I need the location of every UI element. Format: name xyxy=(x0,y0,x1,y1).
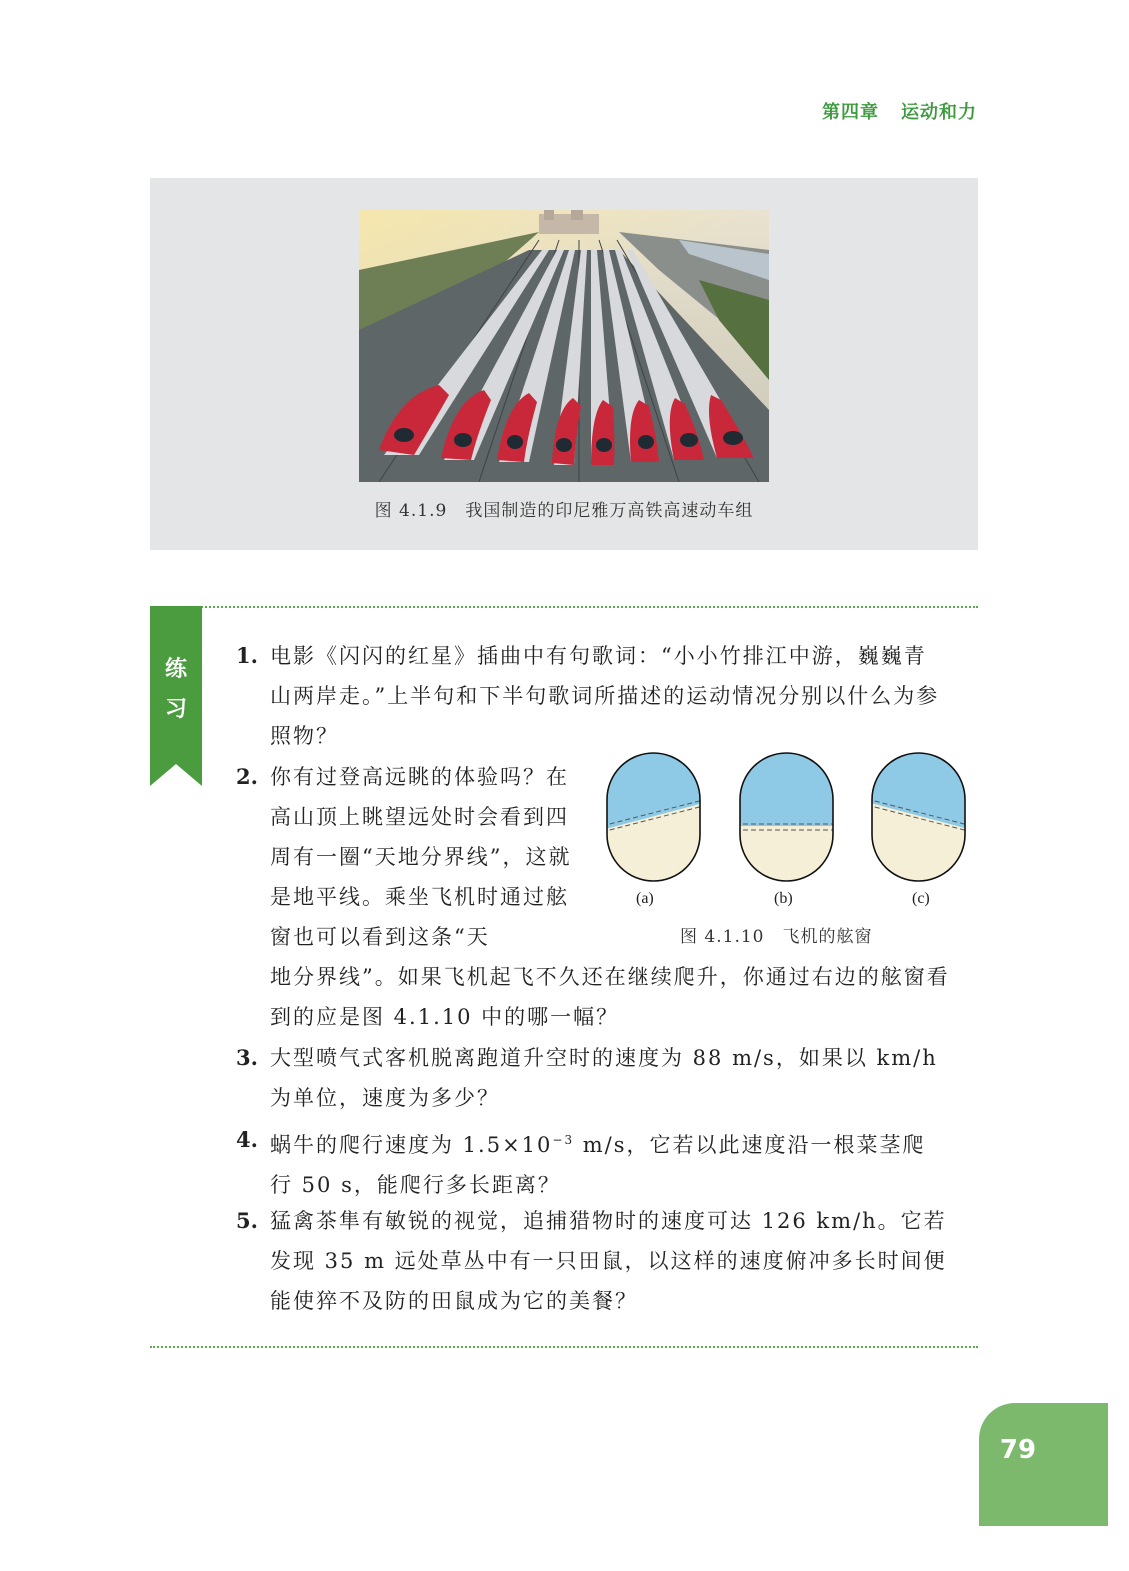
question-number: 4. xyxy=(236,1127,258,1152)
question-5 xyxy=(236,1201,948,1321)
tab-label-1: 练 xyxy=(164,657,187,682)
label-b: (b) xyxy=(774,890,793,907)
question-2-continued: 地分界线”。如果飞机起飞不久还在继续爬升，你通过右边的舷窗看到的应是图 4.1.10 中的哪一幅？ xyxy=(270,965,950,1029)
high-speed-train-photo xyxy=(359,210,769,482)
figure-4-1-9 xyxy=(150,178,978,550)
bottom-divider xyxy=(150,1346,978,1348)
question-text: 蜗牛的爬行速度为 $1.5\times 10^{-3}$ m/s，它若以此速度沿一根菜茎爬行 50 s，能爬行多长距离？ xyxy=(270,1133,926,1197)
figure-caption: 图 4.1.9 我国制造的印尼雅万高铁高速动车组 xyxy=(374,501,754,521)
question-number: 5. xyxy=(236,1208,258,1233)
figure-4-1-10 xyxy=(602,750,972,920)
label-c: (c) xyxy=(912,890,930,907)
page-number: 79 xyxy=(999,1435,1037,1465)
figure-caption: 图 4.1.10 飞机的舷窗 xyxy=(680,927,873,947)
top-divider xyxy=(150,606,978,608)
label-a: (a) xyxy=(636,890,654,907)
chapter-header xyxy=(822,98,977,124)
question-text: 猛禽茶隼有敏锐的视觉，追捕猎物时的速度可达 126 km/h。它若发现 35 m 远处草丛中有一只田鼠，以这样的速度俯冲多长时间便能使猝不及防的田鼠成为它的美餐？ xyxy=(270,1209,947,1313)
question-1 xyxy=(236,636,948,756)
question-number: 3. xyxy=(236,1045,258,1070)
exercise-tab xyxy=(150,606,202,786)
question-4 xyxy=(236,1120,948,1205)
chapter-title: 运动和力 xyxy=(901,102,977,123)
question-text: 你有过登高远眺的体验吗？在高山顶上眺望远处时会看到四周有一圈“天地分界线”，这就是地平线。乘坐飞机时通过舷窗也可以看到这条“天 xyxy=(270,765,572,949)
question-text: 大型喷气式客机脱离跑道升空时的速度为 88 m/s，如果以 km/h 为单位，速度为多少？ xyxy=(270,1046,938,1110)
question-number: 1. xyxy=(236,643,258,668)
question-number: 2. xyxy=(236,764,258,789)
tab-label-2: 习 xyxy=(164,697,187,722)
page-number-tab xyxy=(979,1403,1108,1526)
chapter-number: 第四章 xyxy=(822,102,879,123)
question-3 xyxy=(236,1038,948,1118)
question-text: 电影《闪闪的红星》插曲中有句歌词：“小小竹排江中游，巍巍青山两岸走。”上半句和下半句歌词所描述的运动情况分别以什么为参照物？ xyxy=(270,644,940,748)
